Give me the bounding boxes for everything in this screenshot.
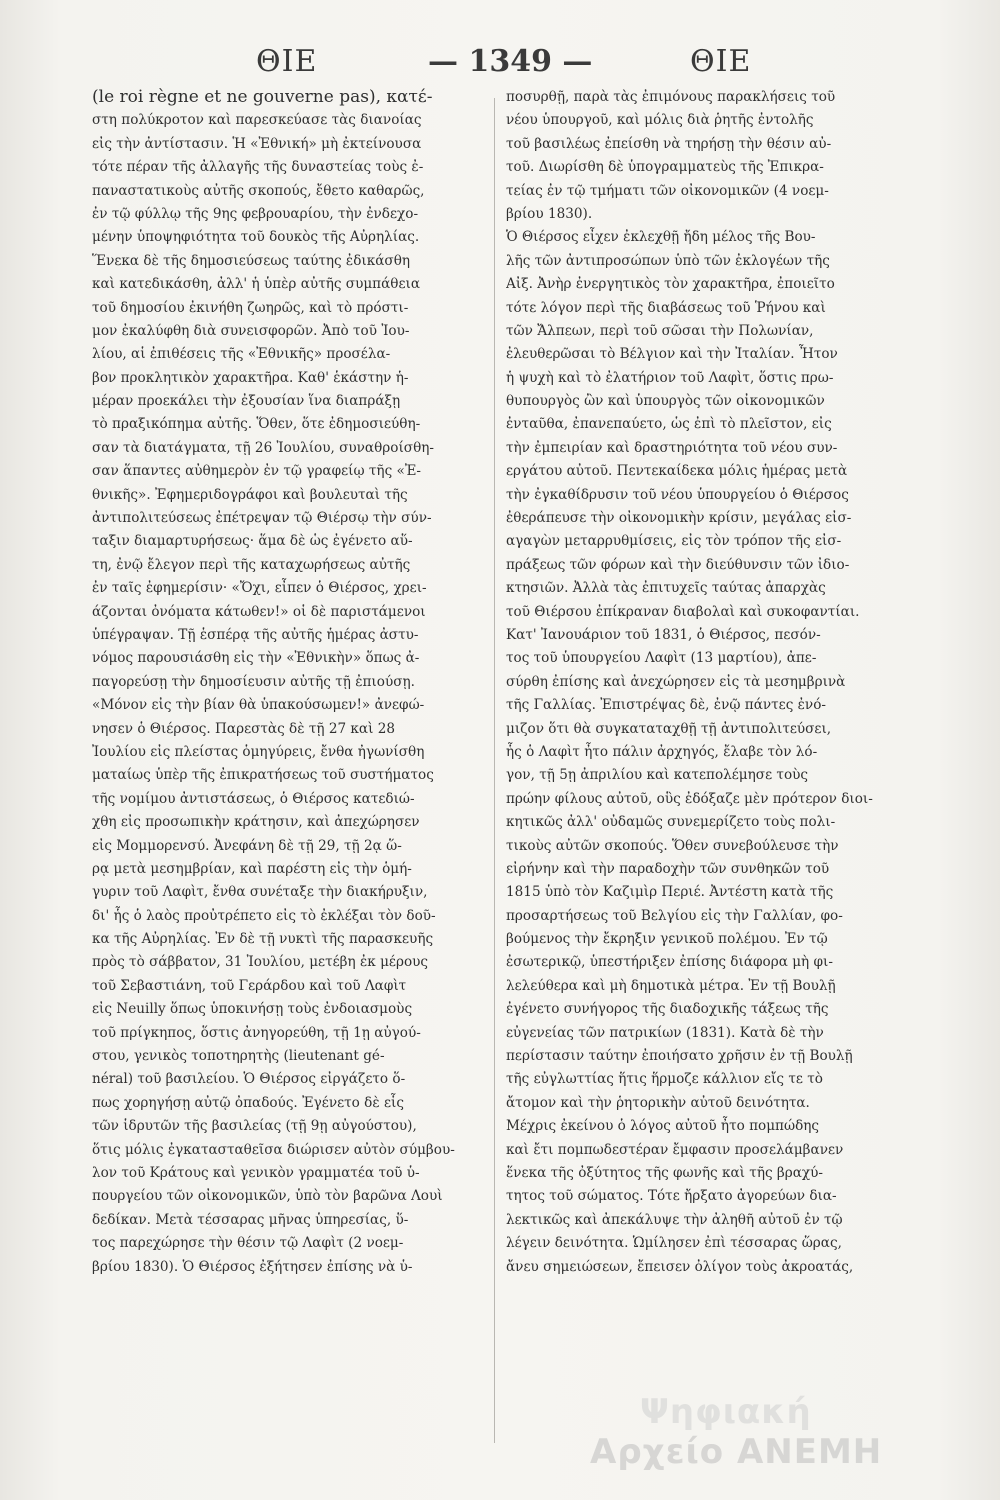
text-line: τείας ἐν τῷ τμήματι τῶν οἰκονομικῶν (4 νοεμ-	[506, 182, 829, 199]
text-line: πουργείου τῶν οἰκονομικῶν, ὑπὸ τὸν βαρῶνα Λουὶ	[92, 1188, 443, 1205]
text-line: τὸ πραξικόπημα αὐτῆς. Ὅθεν, ὅτε ἐδημοσιεύθη-	[92, 416, 421, 433]
text-line: ποσυρθῇ, παρὰ τὰς ἐπιμόνους παρακλήσεις τοῦ	[506, 89, 836, 105]
text-line: ἄτομον καὶ τὴν ῥητορικὴν αὐτοῦ δεινότητα.	[506, 1094, 810, 1111]
text-line: τῆς νομίμου ἀντιστάσεως, ὁ Θιέρσος κατεδιώ-	[92, 790, 415, 807]
text-line: (le roi règne et ne gouverne pas), κατέ-	[92, 87, 433, 107]
text-line: πρὸς τὸ σάββατον, 31 Ἰουλίου, μετέβη ἐκ μέρους	[92, 954, 429, 971]
text-line: Ἕνεκα δὲ τῆς δημοσιεύσεως ταύτης ἐδικάσθη	[92, 252, 411, 269]
text-line: κητικῶς ἀλλ' οὐδαμῶς συνεμερίζετο τοὺς πολι-	[506, 814, 836, 831]
text-line: στη πολύκροτον καὶ παρεσκεύασε τὰς διανοίας	[92, 112, 422, 129]
text-line: τητος τοῦ σώματος. Τότε ἤρξατο ἀγορεύων δια-	[506, 1188, 837, 1205]
text-line: σαν ἅπαντες αὐθημερὸν ἐν τῷ γραφείῳ τῆς «Ἐ-	[92, 463, 422, 480]
text-line: εἰς Μομμορενσύ. Ἀνεφάνη δὲ τῇ 29, τῇ 2ᾳ ὥ-	[92, 837, 402, 854]
text-line: εἰς τὴν ἀντίστασιν. Ἡ «Ἐθνική» μὴ ἐκτείνουσα	[92, 135, 422, 152]
text-line: τοῦ πρίγκηπος, ὅστις ἀνηγορεύθη, τῇ 1ῃ αὐγού-	[92, 1024, 421, 1041]
text-line: νέου ὑπουργοῦ, καὶ μόλις διὰ ῥητῆς ἐντολῆς	[506, 112, 814, 129]
text-line: λον τοῦ Κράτους καὶ γενικὸν γραμματέα τοῦ ὑ-	[92, 1164, 420, 1181]
header-right-keyword: ΘΙΕ	[690, 44, 752, 79]
text-line: τότε πέραν τῆς ἀλλαγῆς τῆς δυναστείας τοὺς ἐ-	[92, 159, 424, 176]
text-line: ἐθεράπευσε τὴν οἰκονομικὴν κρίσιν, μεγάλας εἰσ-	[506, 510, 852, 527]
text-line: εὐγενείας τῶν πατρικίων (1831). Κατὰ δὲ τὴν	[506, 1024, 824, 1041]
text-line: λῆς τῶν ἀντιπροσώπων ὑπὸ τῶν ἐκλογέων τῆς	[506, 252, 830, 269]
text-line: λίου, αἱ ἐπιθέσεις τῆς «Ἐθνικῆς» προσέλα-	[92, 346, 391, 363]
text-line: κα τῆς Αὐρηλίας. Ἐν δὲ τῇ νυκτὶ τῆς παρασκευῆς	[92, 931, 434, 948]
text-line: περίστασιν ταύτην ἐποιήσατο χρῆσιν ἐν τῇ Βουλῇ	[506, 1048, 853, 1065]
text-line: Αἰξ. Ἀνὴρ ἐνεργητικὸς τὸν χαρακτῆρα, ἐποιεῖτο	[506, 276, 835, 293]
text-line: τικοὺς αὐτῶν σκοπούς. Ὅθεν συνεβούλευσε τὴν	[506, 837, 839, 854]
text-line: βρίου 1830). Ὁ Θιέρσος ἐξήτησεν ἐπίσης νὰ ὑ-	[92, 1258, 413, 1275]
text-line: λέγειν δεινότητα. Ὡμίλησεν ἐπὶ τέσσαρας ὥρας,	[506, 1235, 842, 1252]
watermark-line1: Ψηφιακή	[640, 1392, 812, 1432]
text-line: ἐνταῦθα, ἐπανεπαύετο, ὡς ἐπὶ τὸ πλεῖστον, εἰς	[506, 416, 832, 433]
text-line: άζονται ὀνόματα κάτωθεν!» οἱ δὲ παριστάμενοι	[92, 603, 426, 620]
text-line: νόμος παρουσιάσθη εἰς τὴν «Ἐθνικὴν» ὅπως ἀ-	[92, 650, 420, 667]
text-line: νησεν ὁ Θιέρσος. Παρεστὰς δὲ τῇ 27 καὶ 28	[92, 720, 396, 737]
text-line: μιζον ὅτι θὰ συγκαταταχθῇ τῇ ἀντιπολιτεύσει,	[506, 720, 832, 737]
text-line: λεκτικῶς καὶ ἀπεκάλυψε τὴν ἀληθῆ αὐτοῦ ἐν τῷ	[506, 1211, 843, 1228]
text-line: «Μόνον εἰς τὴν βίαν θὰ ὑπακούσωμεν!» ἀνεφώ-	[92, 697, 425, 714]
text-line: σύρθη ἐπίσης καὶ ἀνεχώρησεν εἰς τὰ μεσημβρινὰ	[506, 673, 846, 690]
text-line: λελεύθερα καὶ μὴ δημοτικὰ μέτρα. Ἐν τῇ Βουλῇ	[506, 977, 836, 994]
text-line: μένην ὑποψηφιότητα τοῦ δουκὸς τῆς Αὐρηλίας.	[92, 229, 420, 246]
right-column	[506, 86, 908, 1279]
text-line: τοῦ δημοσίου ἐκινήθη ζωηρῶς, καὶ τὸ πρόστι-	[92, 299, 409, 316]
text-line: τότε λόγον περὶ τῆς διαβάσεως τοῦ Ῥήνου καὶ	[506, 299, 826, 316]
text-line: γον, τῇ 5ῃ ἀπριλίου καὶ κατεπολέμησε τοὺς	[506, 767, 809, 784]
text-line: στου, γενικὸς τοποτηρητὴς (lieutenant gé-	[92, 1048, 385, 1065]
text-line: βον προκλητικὸν χαρακτῆρα. Καθ' ἑκάστην ἡ-	[92, 369, 409, 386]
text-line: προσαρτήσεως τοῦ Βελγίου εἰς τὴν Γαλλίαν, φο-	[506, 907, 843, 924]
text-line: ἐσωτερικῷ, ὑπεστήριξεν ἐπίσης διάφορα μὴ φι-	[506, 954, 833, 971]
text-line: τῆς Γαλλίας. Ἐπιστρέψας δὲ, ἐνῷ πάντες ἐνό-	[506, 697, 826, 714]
text-line: ταξιν διαμαρτυρήσεως· ἅμα δὲ ὡς ἐγένετο αὕ-	[92, 533, 413, 550]
text-line: 1815 ὑπὸ τὸν Καζιμὶρ Περιέ. Ἀντέστη κατὰ τῆς	[506, 884, 834, 901]
text-line: ὑπέγραψαν. Τῇ ἑσπέρᾳ τῆς αὐτῆς ἡμέρας ἀστυ-	[92, 626, 419, 643]
watermark-line2: Αρχείο ΑΝΕΜΗ	[590, 1432, 883, 1472]
text-line: τοῦ Σεβαστιάνη, τοῦ Γεράρδου καὶ τοῦ Λαφὶτ	[92, 977, 407, 994]
text-line: θυπουργὸς ὢν καὶ ὑπουργὸς τῶν οἰκονομικῶν	[506, 393, 825, 410]
text-line: τῶν ἱδρυτῶν τῆς βασιλείας (τῇ 9ῃ αὐγούστου),	[92, 1118, 417, 1135]
text-line: καὶ ἔτι πομπωδεστέραν ἔμφασιν προσελάμβανεν	[506, 1141, 844, 1158]
text-line: παγορεύσῃ τὴν δημοσίευσιν αὐτῆς τῇ ἐπιούσῃ.	[92, 673, 415, 690]
text-line: δι' ἧς ὁ λαὸς προὐτρέπετο εἰς τὸ ἐκλέξαι τὸν δοῦ-	[92, 907, 436, 924]
text-line: ἐλευθερῶσαι τὸ Βέλγιον καὶ τὴν Ἰταλίαν. Ἦτον	[506, 346, 838, 363]
text-line: εργάτου αὐτοῦ. Πεντεκαίδεκα μόλις ἡμέρας μετὰ	[506, 463, 848, 480]
page-number: — 1349 —	[428, 44, 593, 79]
text-line: Ἰουλίου εἰς πλείστας ὁμηγύρεις, ἔνθα ἠγωνίσθη	[92, 743, 425, 760]
text-line: τοῦ βασιλέως ἐπείσθη νὰ τηρήσῃ τὴν θέσιν αὐ-	[506, 135, 832, 152]
text-line: ρᾳ μετὰ μεσημβρίαν, καὶ παρέστη εἰς τὴν ὁμή-	[92, 860, 412, 877]
text-line: ἄνευ σημειώσεων, ἔπεισεν ὀλίγον τοὺς ἀκροατάς,	[506, 1258, 854, 1275]
text-line: γυριν τοῦ Λαφὶτ, ἔνθα συνέταξε τὴν διακήρυξιν,	[92, 884, 428, 901]
text-line: ματαίως ὑπὲρ τῆς ἐπικρατήσεως τοῦ συστήματος	[92, 767, 434, 784]
text-line: σαν τὰ διατάγματα, τῇ 26 Ἰουλίου, συναθροίσθη-	[92, 439, 434, 456]
text-line: δεδίκαν. Μετὰ τέσσαρας μῆνας ὑπηρεσίας, ὕ-	[92, 1211, 409, 1228]
text-line: ὅτις μόλις ἐγκατασταθεῖσα διώρισεν αὐτὸν σύμβου-	[92, 1141, 455, 1158]
text-line: Κατ' Ἰανουάριον τοῦ 1831, ὁ Θιέρσος, πεσόν-	[506, 626, 821, 643]
text-line: τη, ἐνῷ ἔλεγον περὶ τῆς καταχωρήσεως αὐτῆς	[92, 556, 411, 573]
text-line: αγαγὼν μεταρρυθμίσεις, εἰς τὸν τρόπον τῆς εἰσ-	[506, 533, 842, 550]
column-divider	[494, 98, 495, 1443]
left-column	[92, 86, 488, 1279]
text-line: πράξεως τῶν φόρων καὶ τὴν διεύθυνσιν τῶν ἰδιο-	[506, 556, 850, 573]
text-line: τος τοῦ ὑπουργείου Λαφὶτ (13 μαρτίου), ἀπε-	[506, 650, 817, 667]
text-line: ἧς ὁ Λαφὶτ ἦτο πάλιν ἀρχηγός, ἔλαβε τὸν λό-	[506, 743, 818, 760]
text-line: καὶ κατεδικάσθη, ἀλλ' ἡ ὑπὲρ αὐτῆς συμπάθεια	[92, 276, 421, 293]
text-line: ἐγένετο συνήγορος τῆς διαδοχικῆς τάξεως τῆς	[506, 1001, 829, 1018]
text-line: ἀντιπολιτεύσεως ἐπέτρεψαν τῷ Θιέρσῳ τὴν σύν-	[92, 510, 432, 527]
text-line: τὴν ἐμπειρίαν καὶ δραστηριότητα τοῦ νέου συν-	[506, 439, 838, 456]
text-line: néral) τοῦ βασιλείου. Ὁ Θιέρσος εἰργάζετο ὅ-	[92, 1071, 406, 1088]
text-line: ἡ ψυχὴ καὶ τὸ ἐλατήριον τοῦ Λαφὶτ, ὅστις πρω-	[506, 369, 834, 386]
text-line: Ὁ Θιέρσος εἶχεν ἐκλεχθῇ ἤδη μέλος τῆς Βου-	[506, 229, 816, 246]
text-line: τῶν Ἄλπεων, περὶ τοῦ σῶσαι τὴν Πολωνίαν,	[506, 322, 814, 339]
text-line: παναστατικοὺς αὐτῆς σκοπούς, ἔθετο καθαρῶς,	[92, 182, 425, 199]
text-line: θνικῆς». Ἐφημεριδογράφοι καὶ βουλευταὶ τῆς	[92, 486, 408, 503]
text-line: πρώην φίλους αὐτοῦ, οὓς ἐδόξαζε μὲν πρότερον διοι-	[506, 790, 873, 807]
text-line: ἕνεκα τῆς ὀξύτητος τῆς φωνῆς καὶ τῆς βραχύ-	[506, 1164, 824, 1181]
text-line: εἰς Neuilly ὅπως ὑποκινήσῃ τοὺς ἐνδοιασμοὺς	[92, 1001, 413, 1018]
text-line: τος παρεχώρησε τὴν θέσιν τῷ Λαφὶτ (2 νοεμ-	[92, 1235, 404, 1252]
text-line: μον ἐκαλύφθη διὰ συνεισφορῶν. Ἀπὸ τοῦ Ἰου-	[92, 322, 410, 339]
text-line: βρίου 1830).	[506, 205, 593, 222]
text-line: ἐν ταῖς ἐφημερίσιν· «Ὄχι, εἶπεν ὁ Θιέρσος, χρει-	[92, 580, 427, 597]
text-line: Μέχρις ἐκείνου ὁ λόγος αὐτοῦ ἦτο πομπώδης	[506, 1118, 820, 1135]
text-line: μέραν προεκάλει τὴν ἐξουσίαν ἵνα διαπράξῃ	[92, 393, 401, 410]
text-line: τὴν ἐγκαθίδρυσιν τοῦ νέου ὑπουργείου ὁ Θιέρσος	[506, 486, 849, 503]
header-left-keyword: ΘΙΕ	[256, 44, 318, 79]
text-line: βούμενος τὴν ἔκρηξιν γενικοῦ πολέμου. Ἐν τῷ	[506, 931, 828, 948]
text-line: κτησιῶν. Ἀλλὰ τὰς ἐπιτυχεῖς ταύτας ἀπαρχὰς	[506, 580, 826, 597]
text-line: τῆς εὐγλωττίας ἥτις ἥρμοζε κάλλιον εἴς τε τὸ	[506, 1071, 823, 1088]
text-line: τοῦ Θιέρσου ἐπίκραναν διαβολαὶ καὶ συκοφαντίαι.	[506, 603, 860, 620]
text-line: πως χορηγήσῃ αὐτῷ ὀπαδούς. Ἐγένετο δὲ εἷς	[92, 1094, 404, 1111]
text-line: χθη εἰς προσωπικὴν κράτησιν, καὶ ἀπεχώρησεν	[92, 814, 420, 831]
text-line: εἰρήνην καὶ τὴν παραδοχὴν τῶν συνθηκῶν τοῦ	[506, 860, 830, 877]
text-line: τοῦ. Διωρίσθη δὲ ὑπογραμματεὺς τῆς Ἐπικρα-	[506, 159, 824, 176]
text-line: ἐν τῷ φύλλῳ τῆς 9ης φεβρουαρίου, τὴν ἐνδεχο-	[92, 205, 419, 222]
